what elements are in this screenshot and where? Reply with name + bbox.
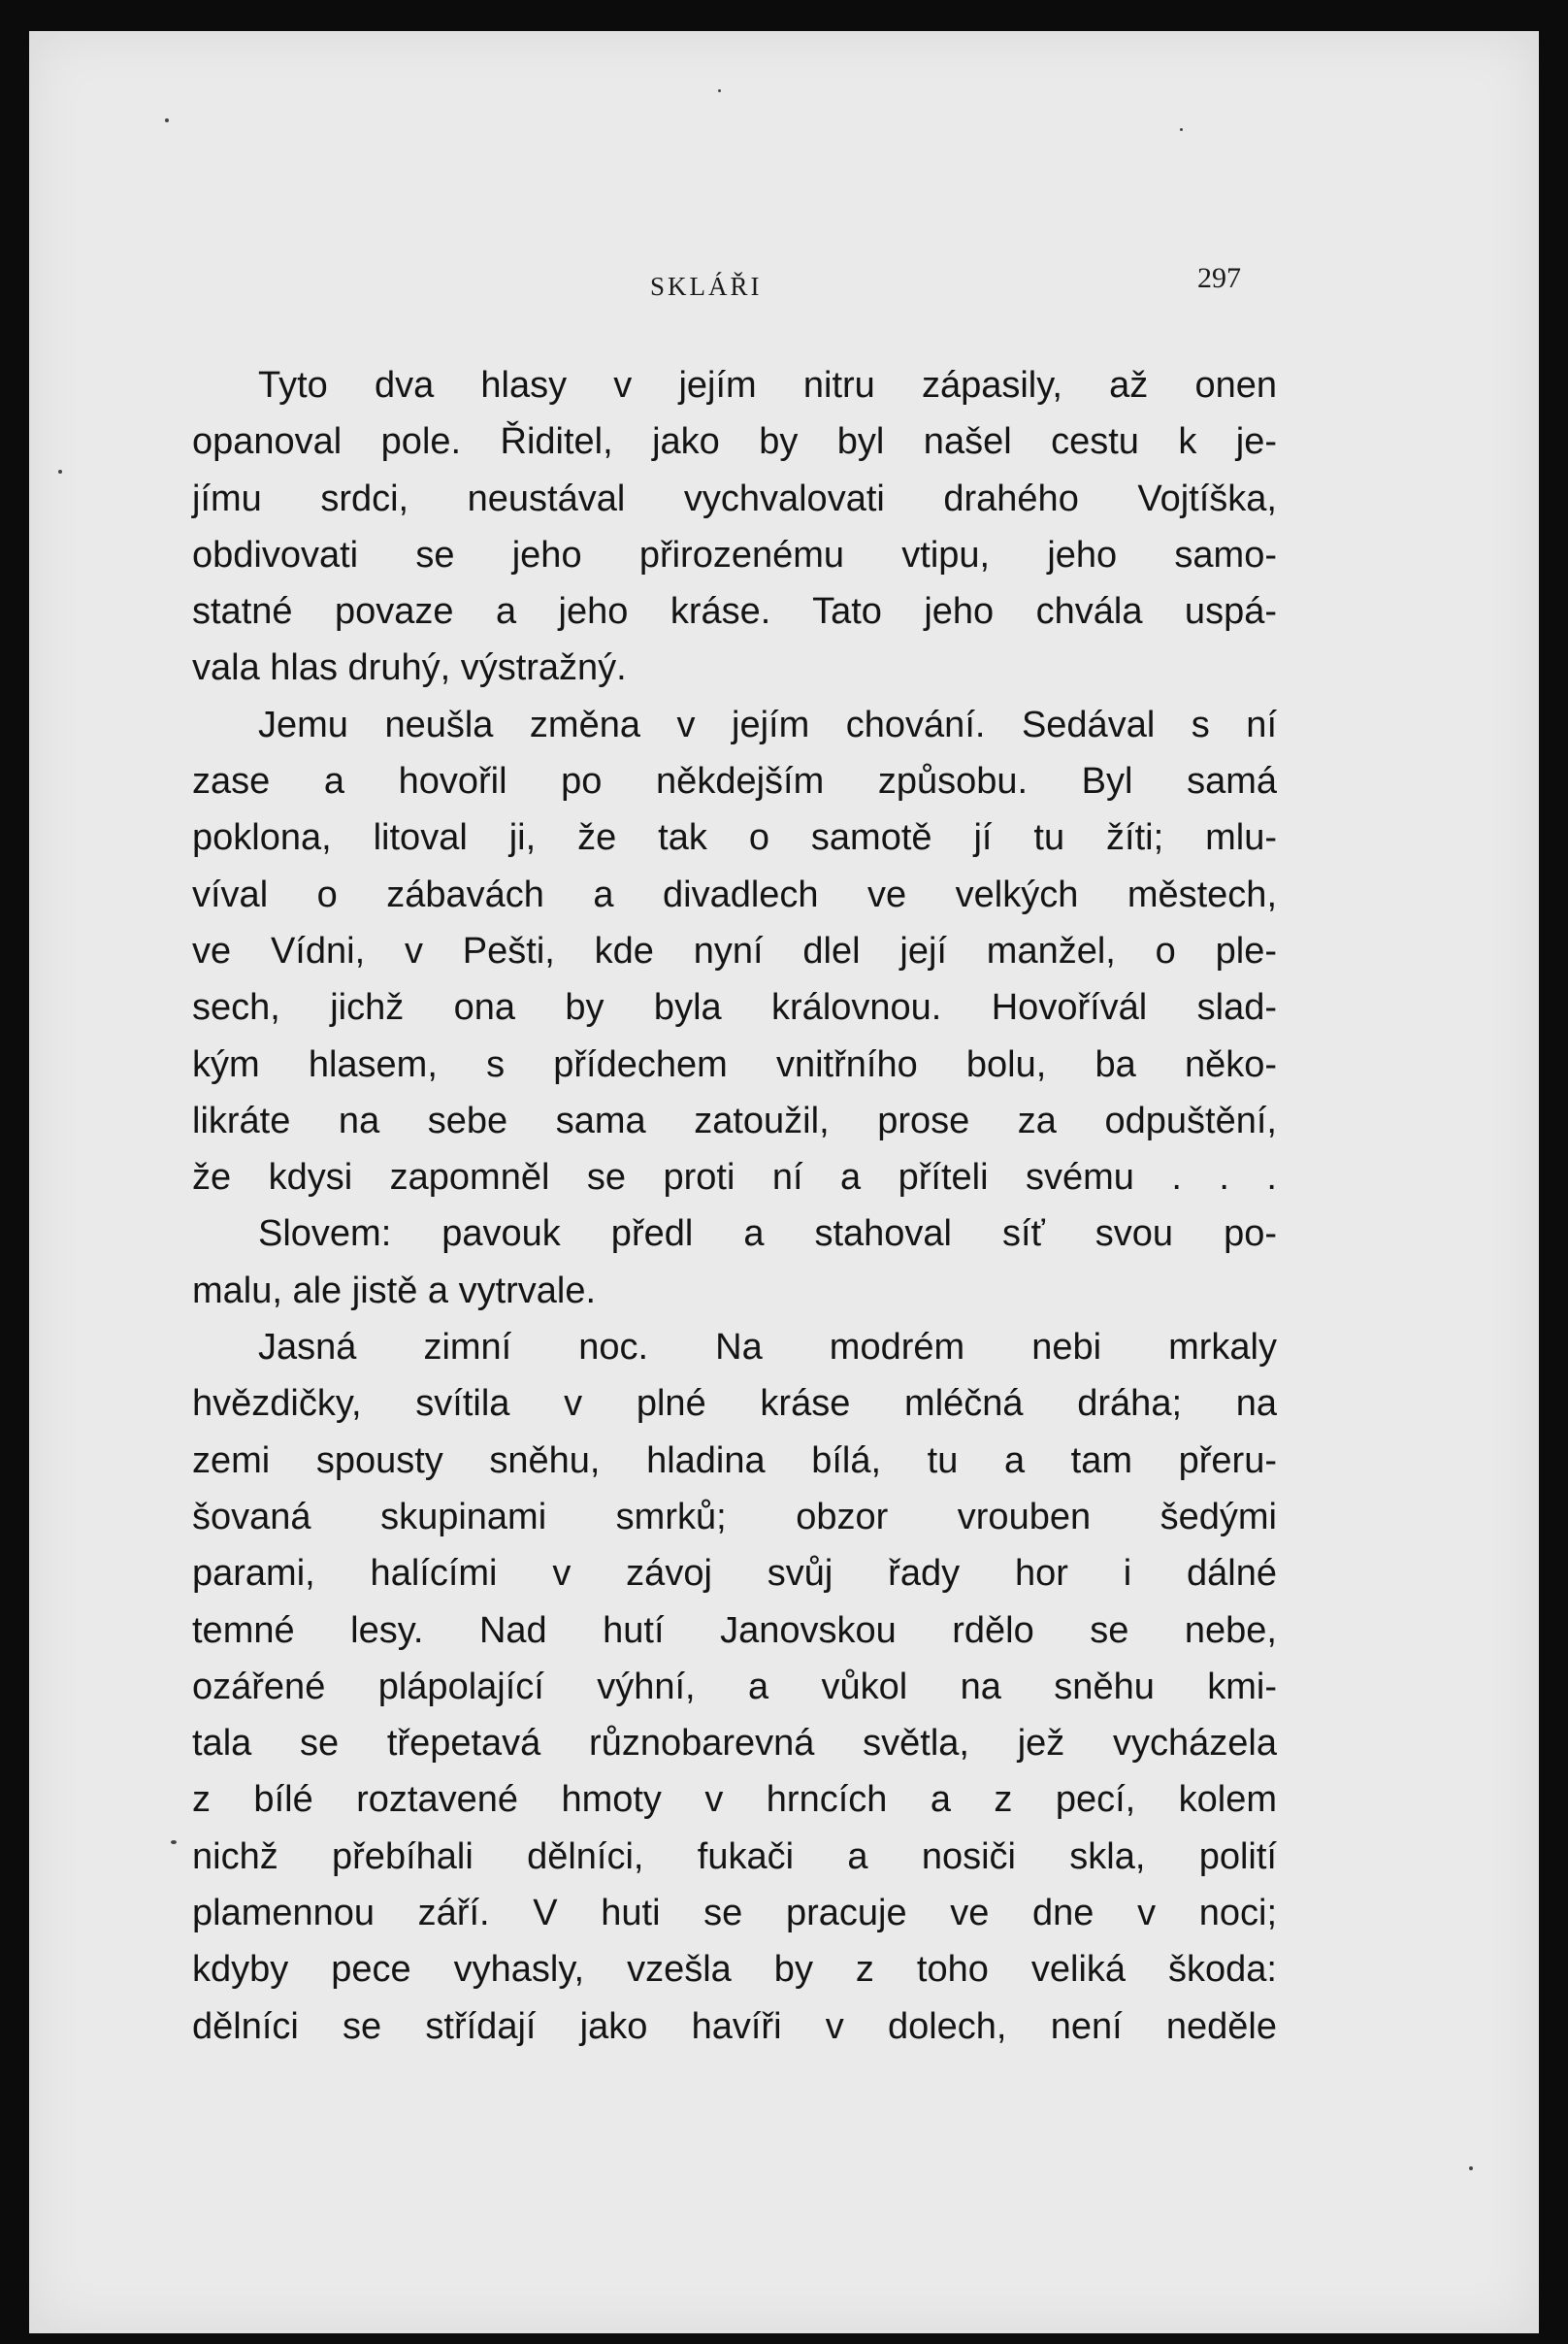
text-line: jímu srdci, neustával vychvalovati drahého Vojtíška, <box>192 478 1277 519</box>
text-line: z bílé roztavené hmoty v hrncích a z pecí, kolem <box>192 1779 1277 1821</box>
page-number: 297 <box>1197 262 1241 294</box>
text-line: Slovem: pavouk předl a stahoval síť svou po- <box>258 1213 1277 1255</box>
text-line: vala hlas druhý, výstražný. <box>192 647 627 689</box>
text-line: obdivovati se jeho přirozenému vtipu, jeho samo- <box>192 534 1277 576</box>
scan-speck <box>1469 2166 1473 2170</box>
text-line: malu, ale jistě a vytrvale. <box>192 1270 597 1311</box>
text-line: že kdysi zapomněl se proti ní a příteli svému . . . <box>192 1157 1277 1199</box>
text-line: sech, jichž ona by byla královnou. Hovořívál slad- <box>192 987 1277 1029</box>
scan-speck <box>171 1840 177 1844</box>
text-line: parami, halícími v závoj svůj řady hor i dálné <box>192 1553 1277 1595</box>
text-line: dělníci se střídají jako havíři v dolech, není neděle <box>192 2005 1277 2047</box>
text-line: likráte na sebe sama zatoužil, prose za odpuštění, <box>192 1100 1277 1141</box>
text-line: plamennou září. V huti se pracuje ve dne v noci; <box>192 1893 1277 1934</box>
scan-speck <box>58 470 62 474</box>
running-title: SKLÁŘI <box>650 272 763 301</box>
text-line: nichž přebíhali dělníci, fukači a nosiči skla, polití <box>192 1835 1277 1877</box>
text-line: opanoval pole. Řiditel, jako by byl našel cestu k je- <box>192 421 1277 463</box>
text-line: ve Vídni, v Pešti, kde nyní dlel její manžel, o ple- <box>192 930 1277 972</box>
text-line: hvězdičky, svítila v plné kráse mléčná dráha; na <box>192 1383 1277 1425</box>
body-text <box>192 357 1277 2055</box>
scan-speck <box>165 118 169 122</box>
text-line: Tyto dva hlasy v jejím nitru zápasily, až onen <box>258 365 1277 406</box>
book-page <box>29 31 1539 2333</box>
text-line: poklona, litoval ji, že tak o samotě jí tu žíti; mlu- <box>192 817 1277 859</box>
scan-speck <box>718 89 721 92</box>
text-line: šovaná skupinami smrků; obzor vrouben šedými <box>192 1496 1277 1537</box>
text-line: Jemu neušla změna v jejím chování. Sedával s ní <box>258 704 1277 745</box>
text-line: Jasná zimní noc. Na modrém nebi mrkaly <box>258 1327 1277 1369</box>
text-line: temné lesy. Nad hutí Janovskou rdělo se nebe, <box>192 1609 1277 1651</box>
text-line: kým hlasem, s přídechem vnitřního bolu, ba něko- <box>192 1043 1277 1085</box>
text-line: zase a hovořil po někdejším způsobu. Byl samá <box>192 761 1277 803</box>
page-header <box>29 243 1539 301</box>
text-line: víval o zábavách a divadlech ve velkých městech, <box>192 874 1277 915</box>
text-line: kdyby pece vyhasly, vzešla by z toho veliká škoda: <box>192 1949 1277 1991</box>
text-line: zemi spousty sněhu, hladina bílá, tu a tam přeru- <box>192 1439 1277 1481</box>
scan-speck <box>1180 128 1183 131</box>
text-line: ozářené plápolající výhní, a vůkol na sněhu kmi- <box>192 1666 1277 1707</box>
text-line: statné povaze a jeho kráse. Tato jeho chvála uspá- <box>192 591 1277 633</box>
text-line: tala se třepetavá různobarevná světla, jež vycházela <box>192 1723 1277 1765</box>
